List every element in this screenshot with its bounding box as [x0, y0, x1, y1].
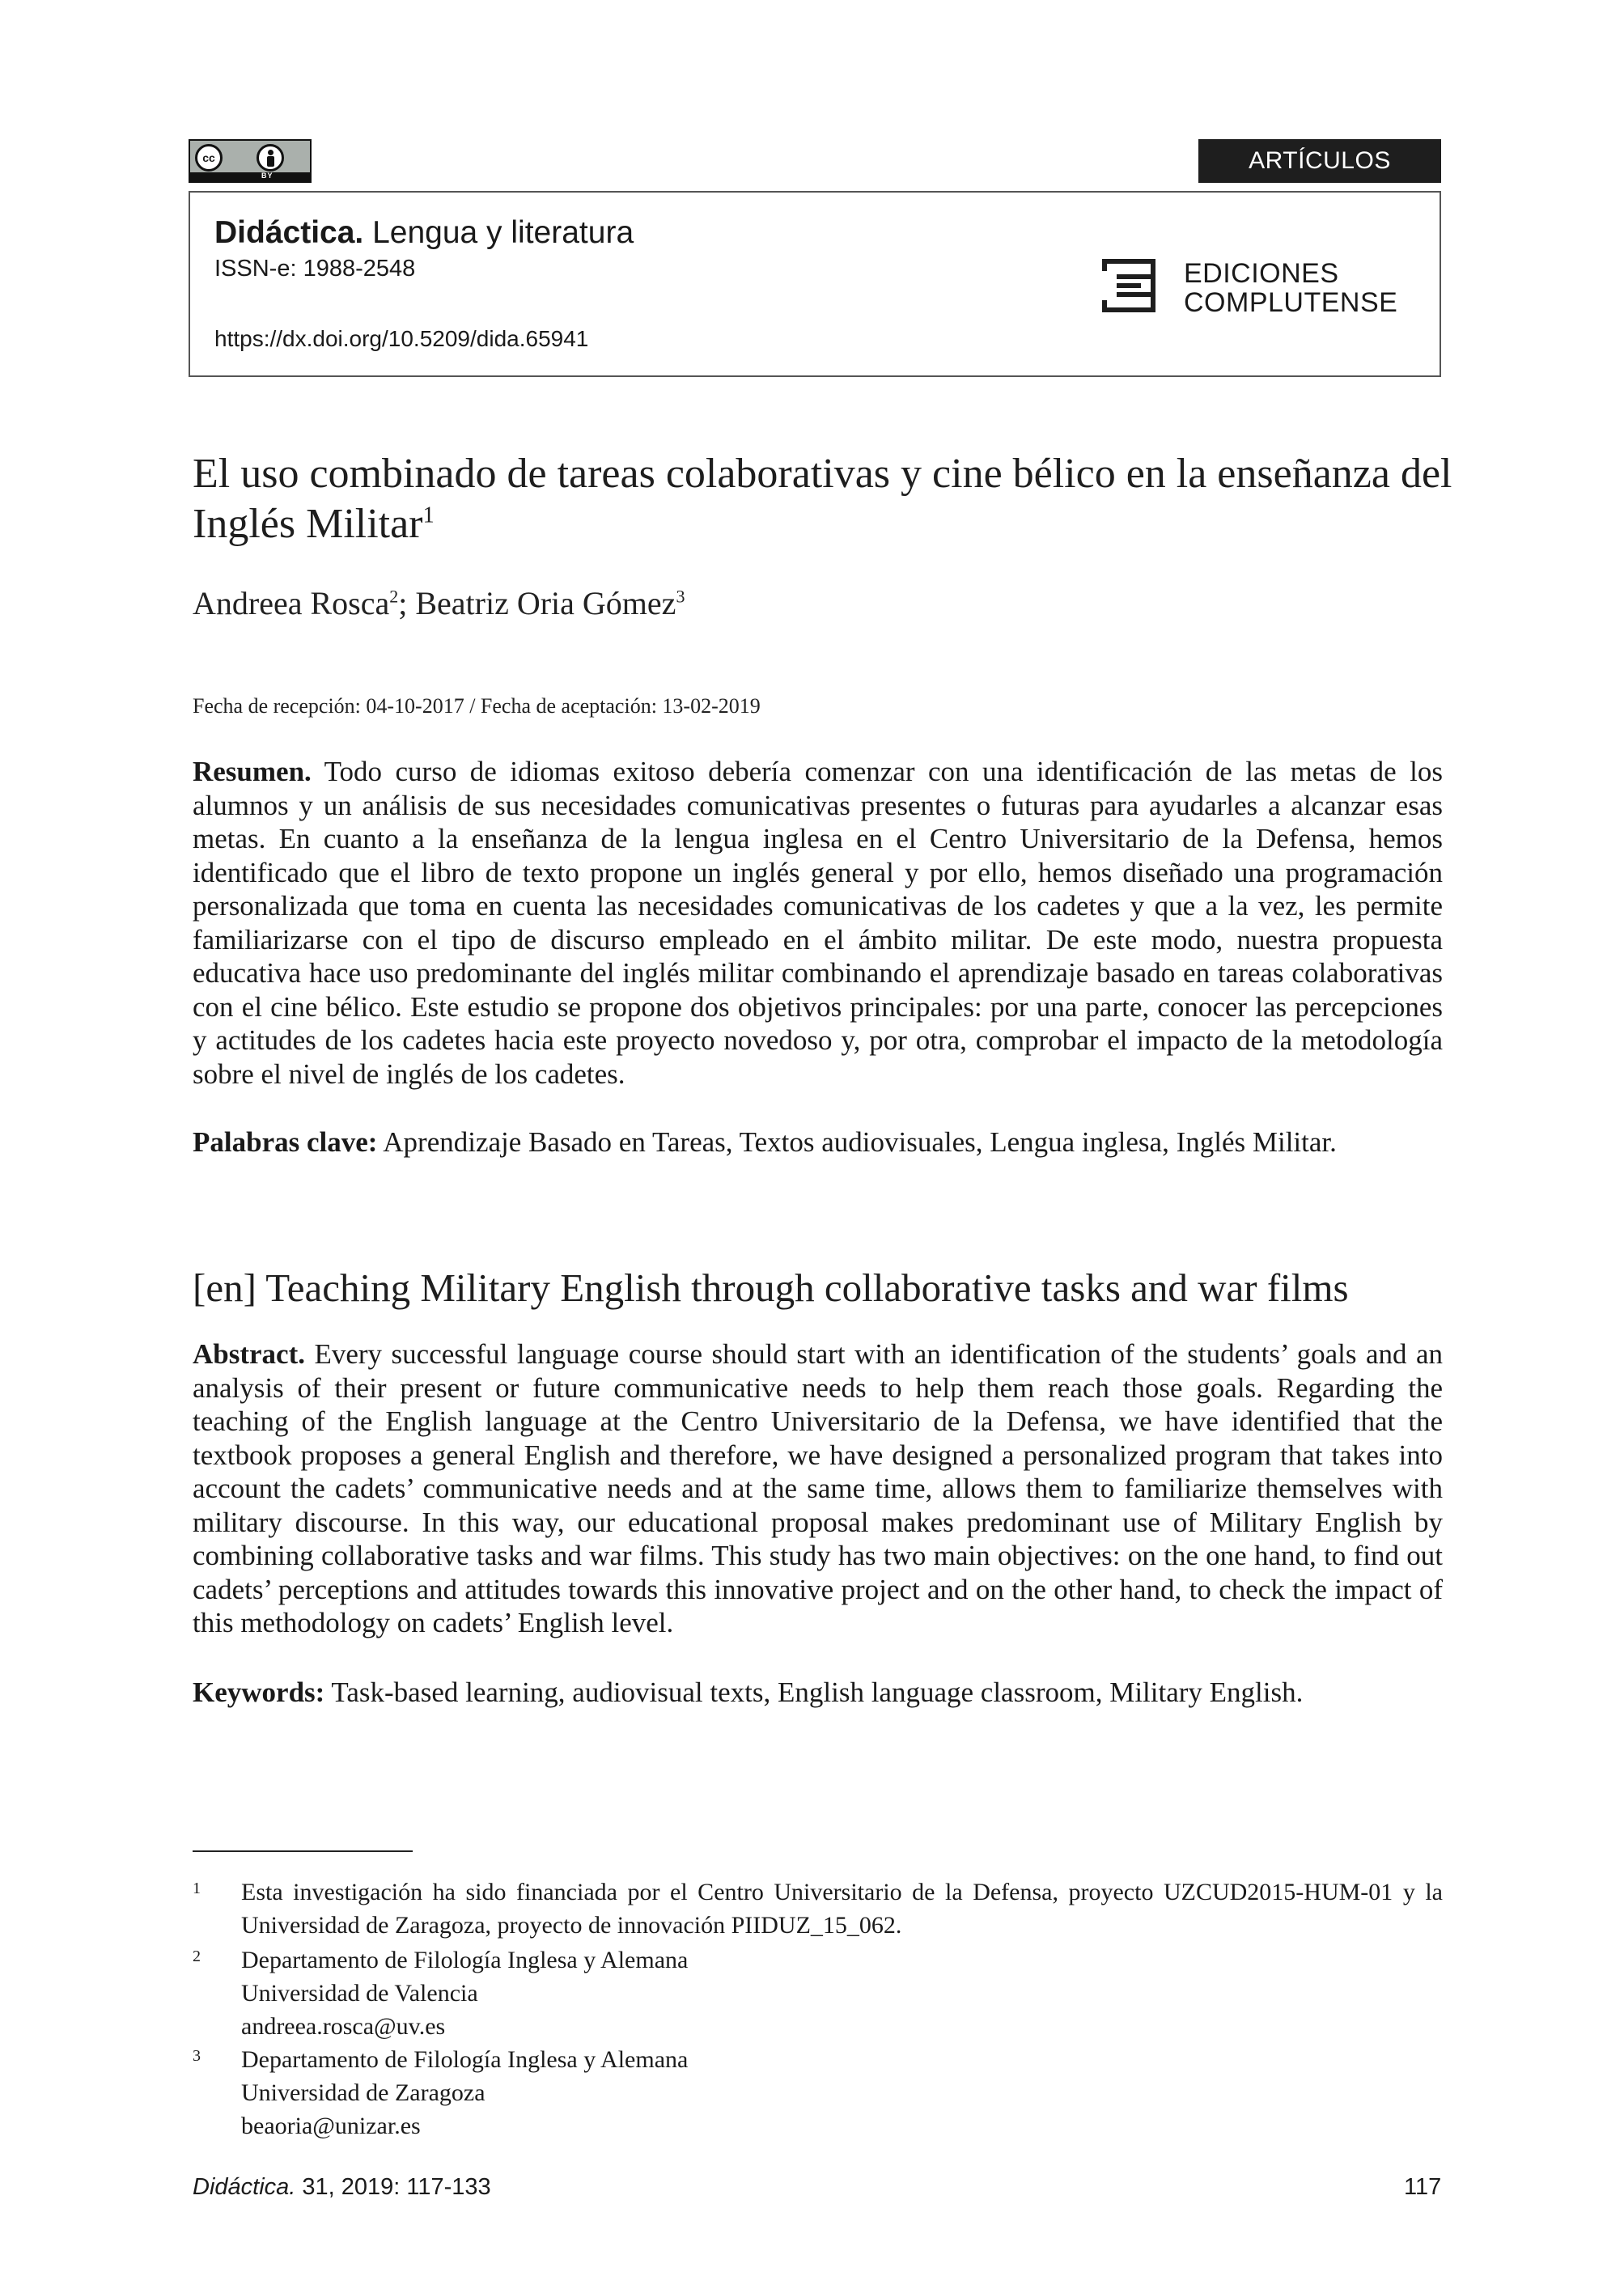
footnote-3 — [193, 2043, 1443, 2143]
footnote-separator — [193, 1850, 413, 1852]
publisher-name — [1184, 259, 1397, 317]
footnote-1 — [193, 1876, 1443, 1942]
keywords-text: Task-based learning, audiovisual texts, English language classroom, Military English. — [324, 1676, 1304, 1708]
page-number: 117 — [1404, 2174, 1442, 2200]
footnote-2-university: Universidad de Valencia — [241, 1980, 478, 2007]
palabras-clave-label: Palabras clave: — [193, 1126, 378, 1158]
footer-journal-name: Didáctica. — [193, 2174, 296, 2200]
footnote-3-number: 3 — [193, 2047, 201, 2065]
section-tag: ARTÍCULOS — [1198, 139, 1441, 183]
submission-dates: Fecha de recepción: 04-10-2017 / Fecha de aceptación: 13-02-2019 — [193, 694, 761, 718]
cc-by-license-badge — [189, 139, 312, 183]
journal-name-bold: Didáctica. — [214, 215, 364, 250]
footnote-3-email[interactable]: beaoria@unizar.es — [241, 2113, 421, 2139]
resumen-paragraph — [193, 755, 1443, 1091]
doi-link[interactable]: https://dx.doi.org/10.5209/dida.65941 — [214, 326, 589, 351]
author-1: Andreea Rosca — [193, 585, 390, 621]
palabras-clave-paragraph — [193, 1125, 1443, 1159]
abstract-text: Every successful language course should start with an identification of the students’ goals and an analysis of their present or future communicative needs to help them reach those goals. Regarding the teaching of the English language at the Centro Universitario de la Defensa, we have identified that the textbook proposes a general English and therefore, we have designed a personalized program that takes into account the cadets’ communicative needs and at the same time, allows them to familiarize themselves with military discourse. In this way, our educational proposal makes predominant use of Military English by combining collaborative tasks and war films. This study has two main objectives: on the one hand, to find out cadets’ perceptions and attitudes towards this innovative project and on the other hand, to check the impact of this methodology on cadets’ English level. — [193, 1338, 1443, 1638]
journal-issn: ISSN-e: 1988-2548 — [214, 256, 416, 282]
footnote-2 — [193, 1943, 1443, 2043]
journal-info-box — [189, 191, 1441, 377]
footnote-3-department: Departamento de Filología Inglesa y Alemana — [241, 2046, 689, 2073]
author-1-footnote-ref[interactable]: 2 — [389, 586, 399, 607]
footnote-1-number: 1 — [193, 1880, 201, 1897]
license-badge-text: BY — [261, 172, 273, 180]
authors — [193, 584, 685, 622]
author-separator: ; — [398, 585, 416, 621]
keywords-label: Keywords: — [193, 1676, 325, 1708]
resumen-text: Todo curso de idiomas exitoso debería comenzar con una identificación de las metas de los alumnos y un análisis de sus necesidades comunicativas presentes o futuras para ayudarles a alcanzar esas metas. En cuanto a la enseñanza de la lengua inglesa en el Centro Universitario de la Defensa, hemos identificado que el libro de texto propone un inglés general y por ello, hemos diseñado una programación personalizada que toma en cuenta las necesidades comunicativas de los cadetes y que a la vez, les permite familiarizarse con el tipo de discurso empleado en el ámbito militar. De este modo, nuestra propuesta educativa hace uso predominante del inglés militar combinando el aprendizaje basado en tareas colaborativas con el cine bélico. Este estudio se propone dos objetivos principales: por una parte, conocer las percepciones y actitudes de los cadetes hacia este proyecto novedoso y, por otra, comprobar el impacto de la metodología sobre el nivel de inglés de los cadetes. — [193, 756, 1443, 1090]
publisher-name-line2: COMPLUTENSE — [1184, 287, 1398, 318]
footnote-2-department: Departamento de Filología Inglesa y Alemana — [241, 1947, 689, 1973]
abstract-label: Abstract. — [193, 1338, 305, 1370]
footnote-1-text: Esta investigación ha sido financiada por el Centro Universitario de la Defensa, proyecto UZCUD2015-HUM-01 y la Universidad de Zaragoza, proyecto de innovación PIIDUZ_15_062. — [241, 1879, 1443, 1939]
ediciones-complutense-logo-icon — [1102, 259, 1155, 312]
keywords-paragraph — [193, 1676, 1443, 1710]
footnote-2-email[interactable]: andreea.rosca@uv.es — [241, 2013, 446, 2040]
journal-name-rest: Lengua y literatura — [363, 215, 634, 250]
creative-commons-icon: cc — [195, 144, 223, 172]
footnote-3-university: Universidad de Zaragoza — [241, 2079, 486, 2106]
footer-citation — [193, 2174, 491, 2201]
abstract-paragraph — [193, 1337, 1443, 1640]
article-title — [193, 449, 1455, 549]
journal-name — [214, 215, 634, 251]
publisher-name-line1: EDICIONES — [1184, 258, 1339, 289]
attribution-person-icon — [257, 144, 284, 172]
palabras-clave-text: Aprendizaje Basado en Tareas, Textos audiovisuales, Lengua inglesa, Inglés Militar. — [377, 1126, 1337, 1158]
resumen-label: Resumen. — [193, 756, 312, 787]
footnote-2-number: 2 — [193, 1948, 201, 1965]
author-2-footnote-ref[interactable]: 3 — [676, 586, 685, 607]
article-title-text: El uso combinado de tareas colaborativas y cine bélico en la enseñanza del Inglés Militar — [193, 451, 1452, 547]
title-footnote-ref[interactable]: 1 — [422, 502, 435, 528]
english-title: [en] Teaching Military English through collaborative tasks and war films — [193, 1265, 1349, 1310]
author-2: Beatriz Oria Gómez — [415, 585, 676, 621]
footer-citation-text: 31, 2019: 117-133 — [295, 2174, 491, 2200]
